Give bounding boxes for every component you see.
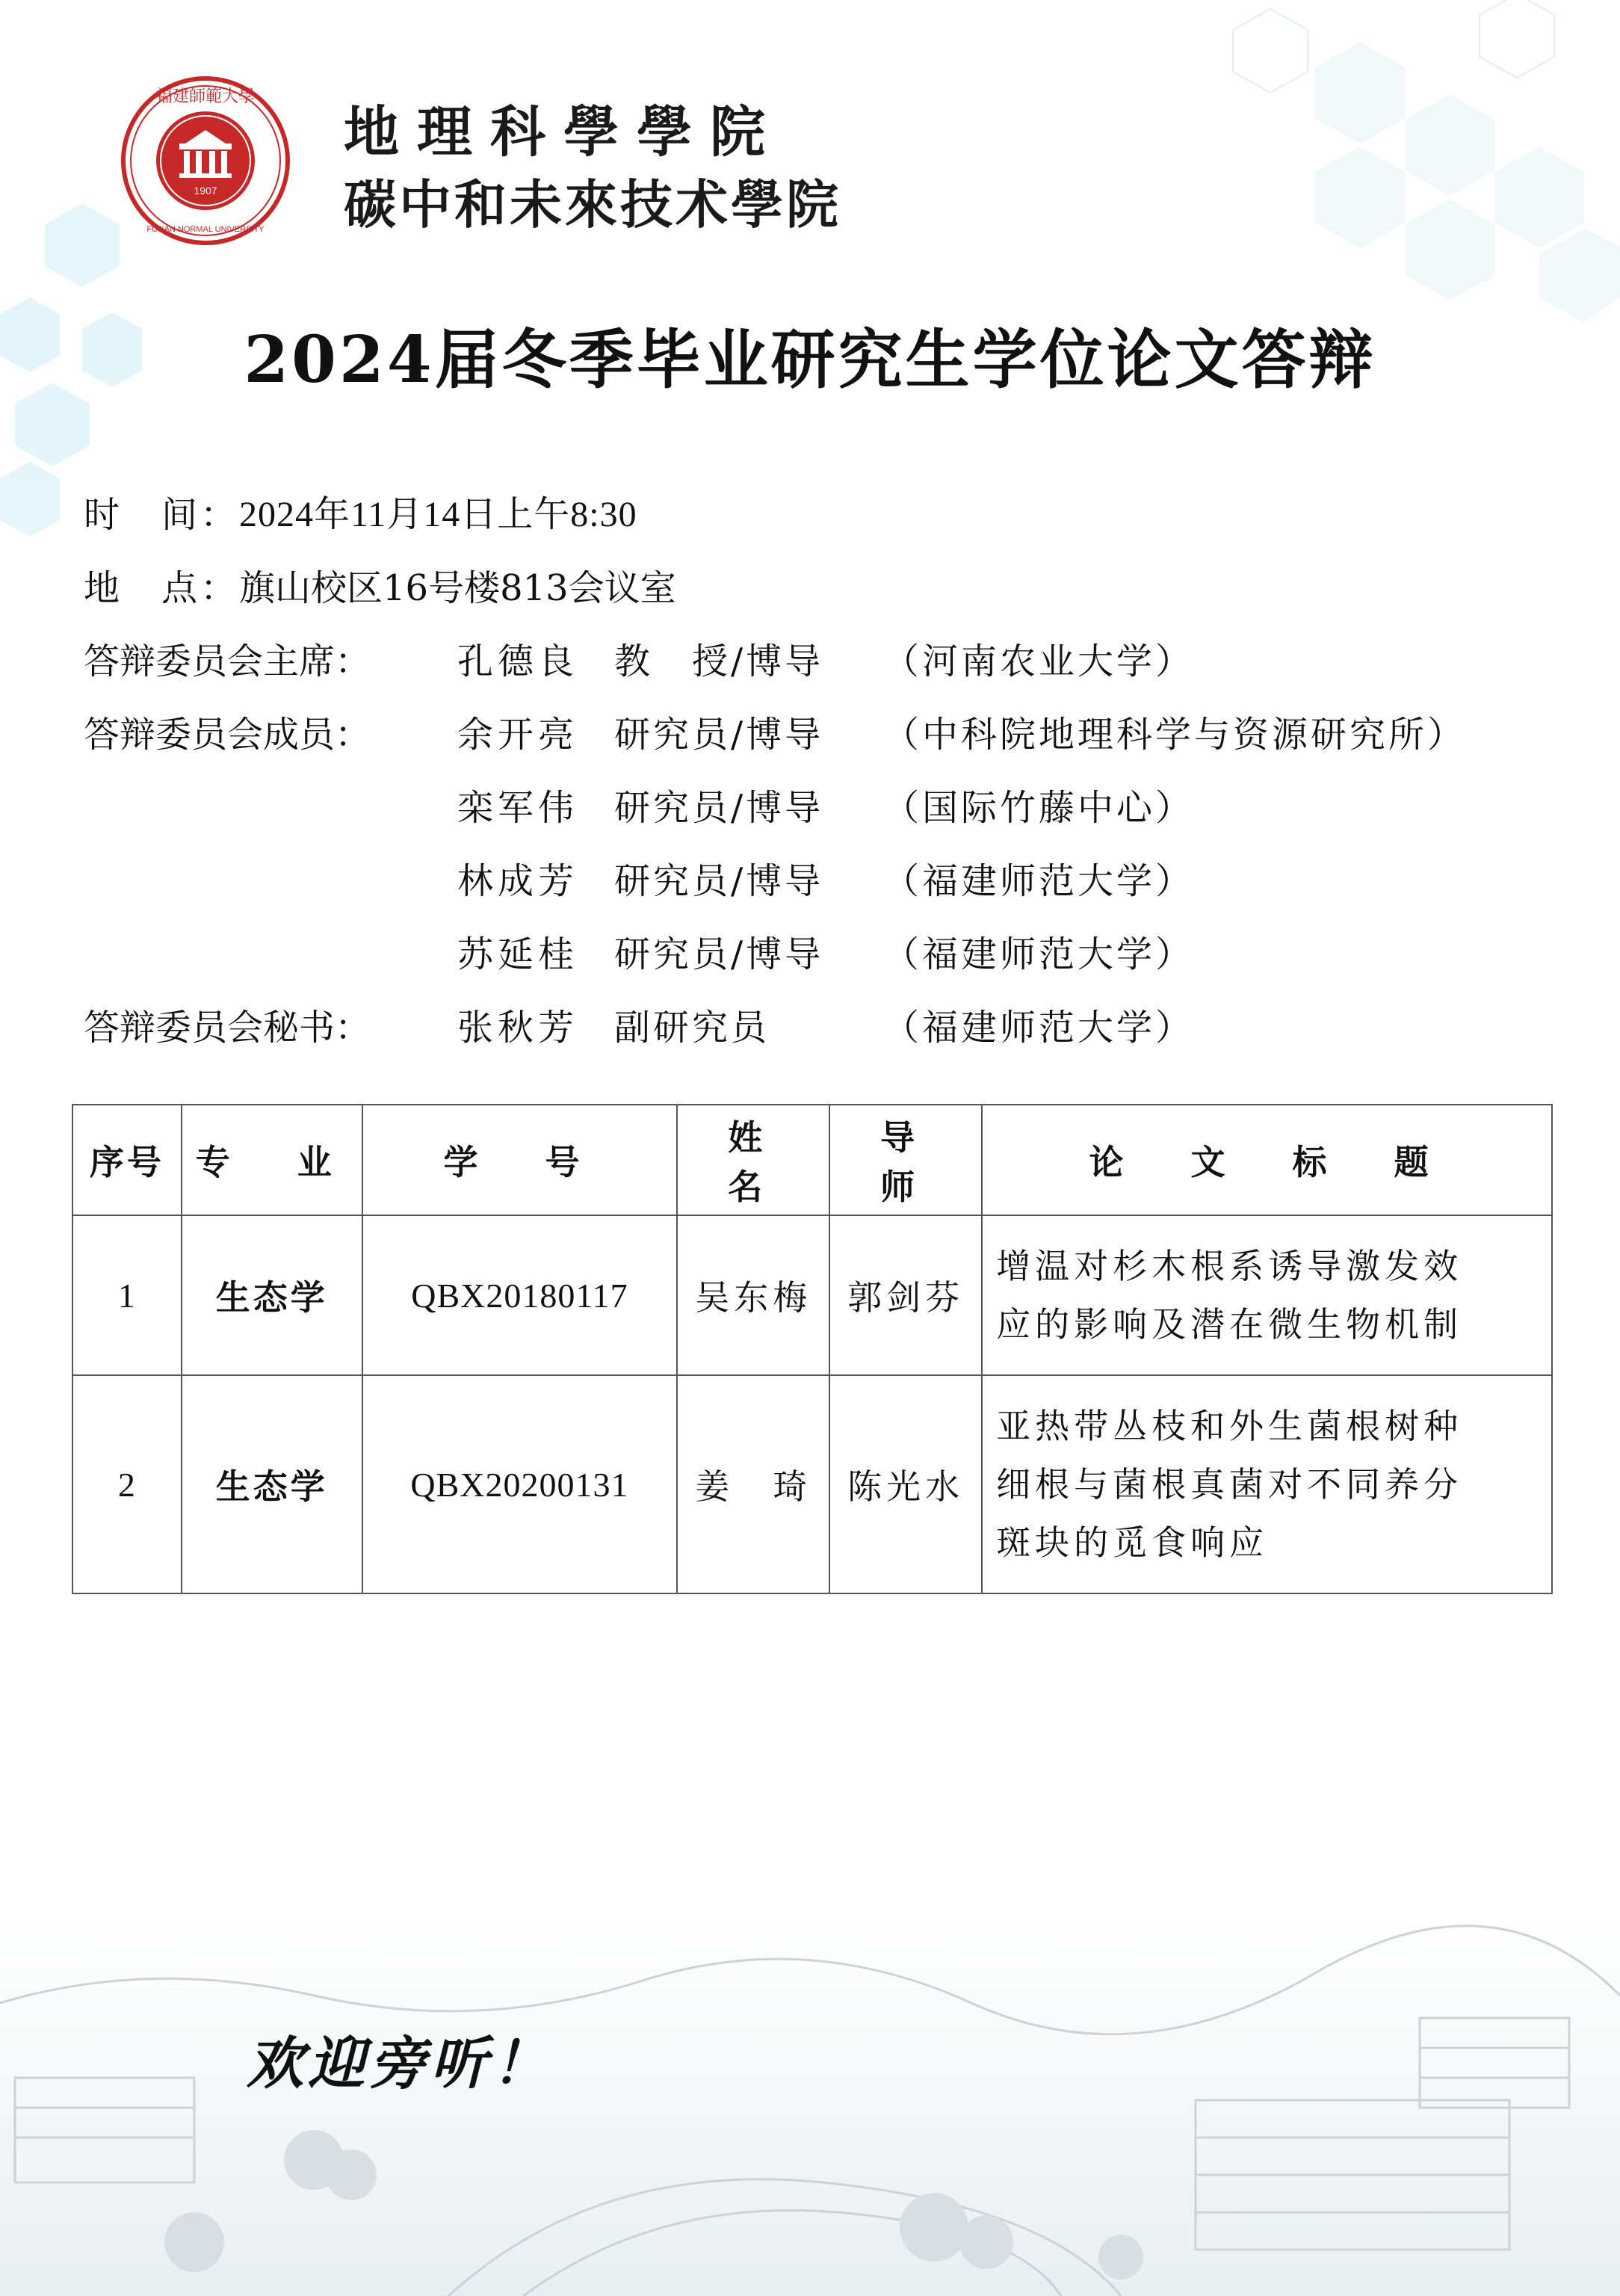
member-org: （中科院地理科学与资源研究所） — [883, 714, 1467, 756]
chair-org: （河南农业大学） — [883, 641, 1195, 682]
school-name: 地理科學學院 — [344, 100, 783, 164]
cell-no: 2 — [72, 1375, 182, 1593]
thesis-line: 斑块的觅食响应 — [996, 1522, 1269, 1563]
chair-label: 答辩委员会主席： — [84, 641, 371, 682]
table-header-row — [72, 1105, 1552, 1215]
col-header-no: 序号 — [72, 1105, 182, 1215]
cell-major: 生态学 — [182, 1375, 362, 1593]
chair-name: 孔德良 — [457, 641, 579, 682]
member-title: 研究员/博导 — [614, 787, 824, 829]
university-logo — [120, 75, 291, 247]
col-header-student-id: 学 号 — [362, 1105, 678, 1215]
thesis-line: 细根与菌根真菌对不同养分 — [996, 1464, 1463, 1505]
secretary-label: 答辩委员会秘书： — [84, 1007, 371, 1049]
defense-table — [72, 1104, 1553, 1594]
welcome-message: 欢迎旁听！ — [247, 2030, 553, 2096]
member-title: 研究员/博导 — [614, 933, 824, 975]
members-label: 答辩委员会成员： — [84, 714, 371, 756]
secretary-title: 副研究员 — [614, 1007, 770, 1049]
cell-student-id: QBX20180117 — [362, 1215, 678, 1375]
place-label: 地 点： — [84, 567, 240, 609]
secretary-row — [84, 991, 1466, 1064]
member-title: 研究员/博导 — [614, 860, 824, 902]
place-row — [84, 552, 1466, 625]
page-title: 2024届冬季毕业研究生学位论文答辩 — [244, 322, 1376, 398]
logo-year: 1907 — [194, 185, 217, 197]
logo-cn-text: 福建師範大學 — [155, 87, 256, 106]
member-row — [84, 918, 1466, 991]
col-header-thesis-title: 论 文 标 题 — [982, 1105, 1552, 1215]
member-row — [84, 771, 1466, 845]
cell-name: 姜 琦 — [677, 1375, 829, 1593]
cell-name: 吴东梅 — [677, 1215, 829, 1375]
cell-advisor: 郭剑芬 — [829, 1215, 982, 1375]
school-name-secondary: 碳中和未來技术學院 — [344, 173, 841, 235]
member-row — [84, 698, 1466, 771]
secretary-org: （福建师范大学） — [883, 1007, 1195, 1049]
time-row — [84, 478, 1466, 552]
thesis-line: 应的影响及潜在微生物机制 — [996, 1304, 1463, 1345]
cell-thesis-title — [982, 1215, 1552, 1375]
member-name: 林成芳 — [457, 860, 579, 902]
member-org: （国际竹藤中心） — [883, 787, 1195, 829]
member-org: （福建师范大学） — [883, 860, 1195, 902]
cell-student-id: QBX20200131 — [362, 1375, 678, 1593]
member-title: 研究员/博导 — [614, 714, 824, 756]
logo-en-text: FUJIAN NORMAL UNIVERSITY — [146, 225, 265, 234]
place-value: 旗山校区16号楼813会议室 — [239, 567, 676, 609]
cell-thesis-title — [982, 1375, 1552, 1593]
member-name: 栾军伟 — [457, 787, 579, 829]
member-org: （福建师范大学） — [883, 933, 1195, 975]
table-row — [72, 1215, 1552, 1375]
chair-title: 教 授/博导 — [614, 641, 824, 682]
campus-sketch-illustration — [0, 1913, 1620, 2296]
col-header-advisor: 导 师 — [829, 1105, 982, 1215]
chair-row — [84, 625, 1466, 698]
col-header-name: 姓 名 — [677, 1105, 829, 1215]
cell-major: 生态学 — [182, 1215, 362, 1375]
thesis-line: 亚热带丛枝和外生菌根树种 — [996, 1406, 1463, 1446]
cell-no: 1 — [72, 1215, 182, 1375]
secretary-name: 张秋芳 — [457, 1007, 579, 1049]
member-row — [84, 845, 1466, 918]
member-name: 余开亮 — [457, 714, 579, 756]
cell-advisor: 陈光水 — [829, 1375, 982, 1593]
member-name: 苏延桂 — [457, 933, 579, 975]
thesis-line: 增温对杉木根系诱导激发效 — [996, 1246, 1463, 1286]
time-value: 2024年11月14日上午8:30 — [239, 495, 637, 534]
time-label: 时 间： — [84, 494, 240, 536]
col-header-major: 专 业 — [182, 1105, 362, 1215]
table-row — [72, 1375, 1552, 1593]
defense-info — [84, 478, 1466, 1064]
